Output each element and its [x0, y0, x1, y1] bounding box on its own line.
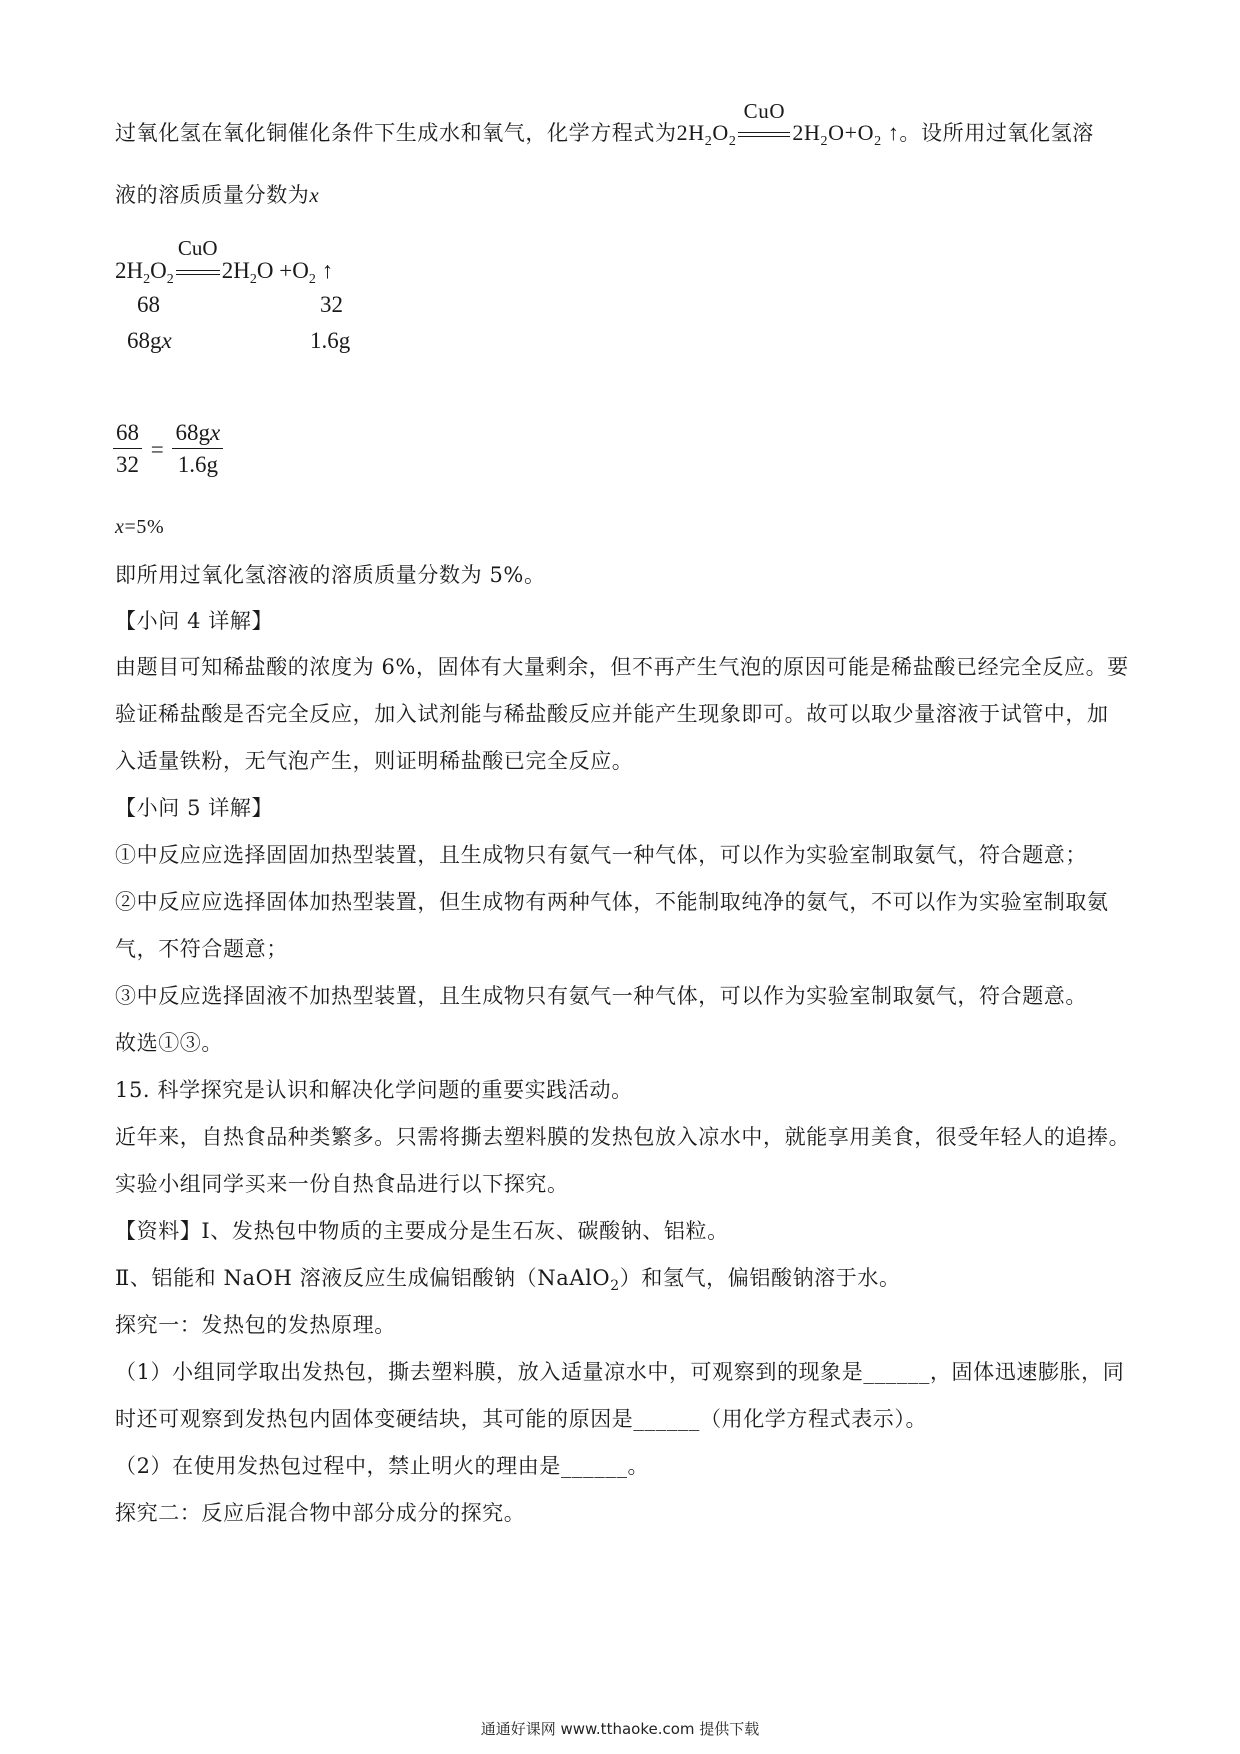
mass-left: 68gx: [127, 328, 172, 353]
q4-heading: 【小问 4 详解】: [115, 609, 274, 633]
molar-mass-left: 68: [137, 292, 160, 317]
q5-text-3: 气，不符合题意；: [115, 937, 288, 961]
catalyst-label: CuO: [743, 99, 786, 123]
q4-text-1: 由题目可知稀盐酸的浓度为 6%，固体有大量剩余，但不再产生气泡的原因可能是稀盐酸已经完全反应。要: [115, 655, 1129, 679]
q15-sub1-line1: （1）小组同学取出发热包，撕去塑料膜，放入适量凉水中，可观察到的现象是______，固体迅速膨胀，同: [115, 1360, 1125, 1384]
reaction-equation: $2H_2O_2$ CuO $2H_2O +O_2$ ↑: [115, 236, 334, 287]
q15-intro-1: 近年来，自热食品种类繁多。只需将撕去塑料膜的发热包放入凉水中，就能享用美食，很受年轻人的追捧。: [115, 1125, 1131, 1149]
q15-explore-2: 探究二：反应后混合物中部分成分的探究。: [115, 1501, 526, 1525]
mass-right: 1.6g: [310, 328, 351, 353]
equation-intro-line: 过氧化氢在氧化铜催化条件下生成水和氧气，化学方程式为$2H_2O_2$ CuO $2H_2O+O_2$ ↑。设所用过氧化氢溶: [115, 118, 1135, 148]
q15-explore-1: 探究一：发热包的发热原理。: [115, 1313, 396, 1337]
molar-mass-right: 32: [320, 292, 343, 317]
q15-intro-2: 实验小组同学买来一份自热食品进行以下探究。: [115, 1172, 569, 1196]
q5-heading: 【小问 5 详解】: [115, 796, 274, 820]
q5-text-1: ①中反应应选择固固加热型装置，且生成物只有氨气一种气体，可以作为实验室制取氨气，符合题意；: [115, 843, 1087, 867]
result: x=5%: [115, 516, 165, 538]
q5-text-2: ②中反应应选择固体加热型装置，但生成物有两种气体，不能制取纯净的氨气，不可以作为实验室制取氨: [115, 890, 1109, 914]
q4-text-3: 入适量铁粉，无气泡产生，则证明稀盐酸已完全反应。: [115, 749, 634, 773]
q15-reference-1: 【资料】Ⅰ、发热包中物质的主要成分是生石灰、碳酸钠、铝粒。: [115, 1219, 729, 1243]
conclusion: 即所用过氧化氢溶液的溶质质量分数为 5%。: [115, 563, 546, 587]
q15-sub1-line2: 时还可观察到发热包内固体变硬结块，其可能的原因是______（用化学方程式表示）。: [115, 1407, 928, 1431]
footer-source: 通通好课网 www.tthaoke.com 提供下载: [480, 1720, 760, 1738]
proportion: $\frac{68}{32}$ = $\frac{68gx}{1.6g}$: [113, 418, 223, 481]
inline-equation: $2H_2O_2$ CuO $2H_2O+O_2$ ↑: [677, 120, 900, 145]
q5-answer: 故选①③。: [115, 1031, 223, 1055]
q15-reference-2: Ⅱ、铝能和 NaOH 溶液反应生成偏铝酸钠（NaAlO$_2$）和氢气，偏铝酸钠溶于水。: [115, 1266, 901, 1294]
q15-sub2: （2）在使用发热包过程中，禁止明火的理由是______。: [115, 1454, 650, 1478]
q5-text-4: ③中反应选择固液不加热型装置，且生成物只有氨气一种气体，可以作为实验室制取氨气，符合题意。: [115, 984, 1087, 1008]
q4-text-2: 验证稀盐酸是否完全反应，加入试剂能与稀盐酸反应并能产生现象即可。故可以取少量溶液于试管中，加: [115, 702, 1109, 726]
solute-fraction-line: 液的溶质质量分数为x: [115, 183, 320, 207]
q15-title: 15. 科学探究是认识和解决化学问题的重要实践活动。: [115, 1078, 633, 1102]
